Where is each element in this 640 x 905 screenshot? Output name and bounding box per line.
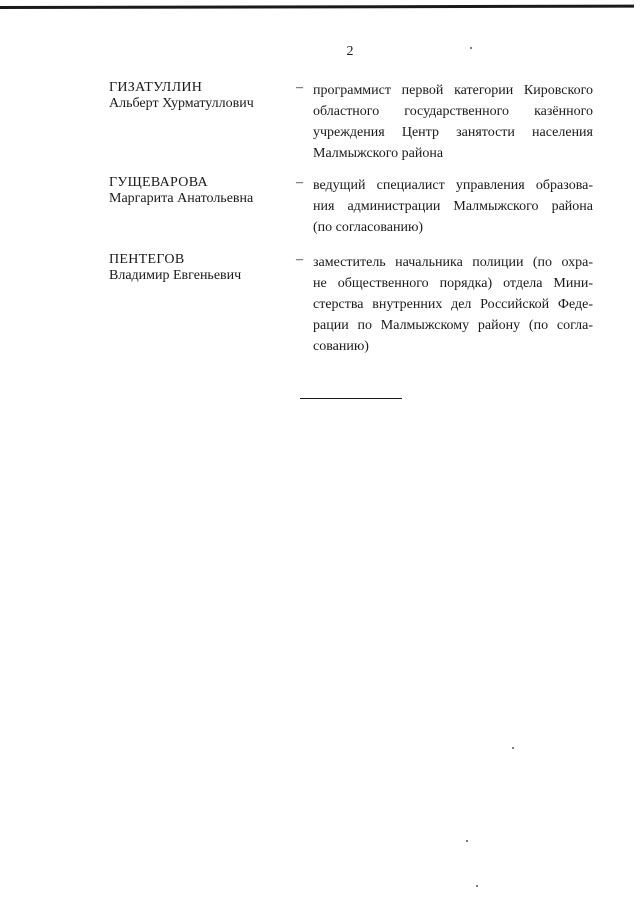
role-line: сованию)	[313, 339, 369, 354]
role-line: (по согласованию)	[313, 220, 424, 235]
role-line: заместитель начальника полиции (по охра-	[313, 255, 593, 270]
member-name-block	[109, 175, 294, 207]
role-line: не общественного порядка) отдела Мини-	[313, 276, 593, 291]
role-line: программист первой категории Кировского	[313, 83, 593, 98]
member-surname: ГИЗАТУЛЛИН	[109, 80, 203, 95]
role-line: ния администрации Малмыжского района	[313, 199, 593, 214]
scan-speck	[512, 747, 514, 749]
role-line: учреждения Центр занятости населения	[313, 125, 593, 140]
member-given-names: Альберт Хурматуллович	[109, 96, 254, 111]
member-given-names: Владимир Евгеньевич	[109, 268, 242, 283]
role-line: областного государственного казённого	[313, 104, 593, 119]
member-name-block	[109, 252, 294, 284]
dash-separator: –	[296, 175, 303, 190]
member-given-names: Маргарита Анатольевна	[109, 191, 254, 206]
top-border-line	[0, 5, 634, 9]
member-surname: ПЕНТЕГОВ	[109, 252, 185, 267]
role-line: Малмыжского района	[313, 146, 444, 161]
role-line: ведущий специалист управления образова-	[313, 178, 593, 193]
member-name-block	[109, 80, 294, 112]
dash-separator: –	[296, 252, 303, 267]
page-number: 2	[346, 44, 354, 59]
dash-separator: –	[296, 80, 303, 95]
scan-speck	[470, 47, 472, 49]
role-line: рации по Малмыжскому району (по согла-	[313, 318, 593, 333]
end-of-list-rule	[300, 398, 402, 399]
scan-speck	[476, 885, 478, 887]
role-line: стерства внутренних дел Российской Феде-	[313, 297, 593, 312]
scan-speck	[466, 840, 468, 842]
member-role	[313, 80, 593, 164]
member-surname: ГУЩЕВАРОВА	[109, 175, 208, 190]
member-role	[313, 252, 593, 357]
member-role	[313, 175, 593, 238]
